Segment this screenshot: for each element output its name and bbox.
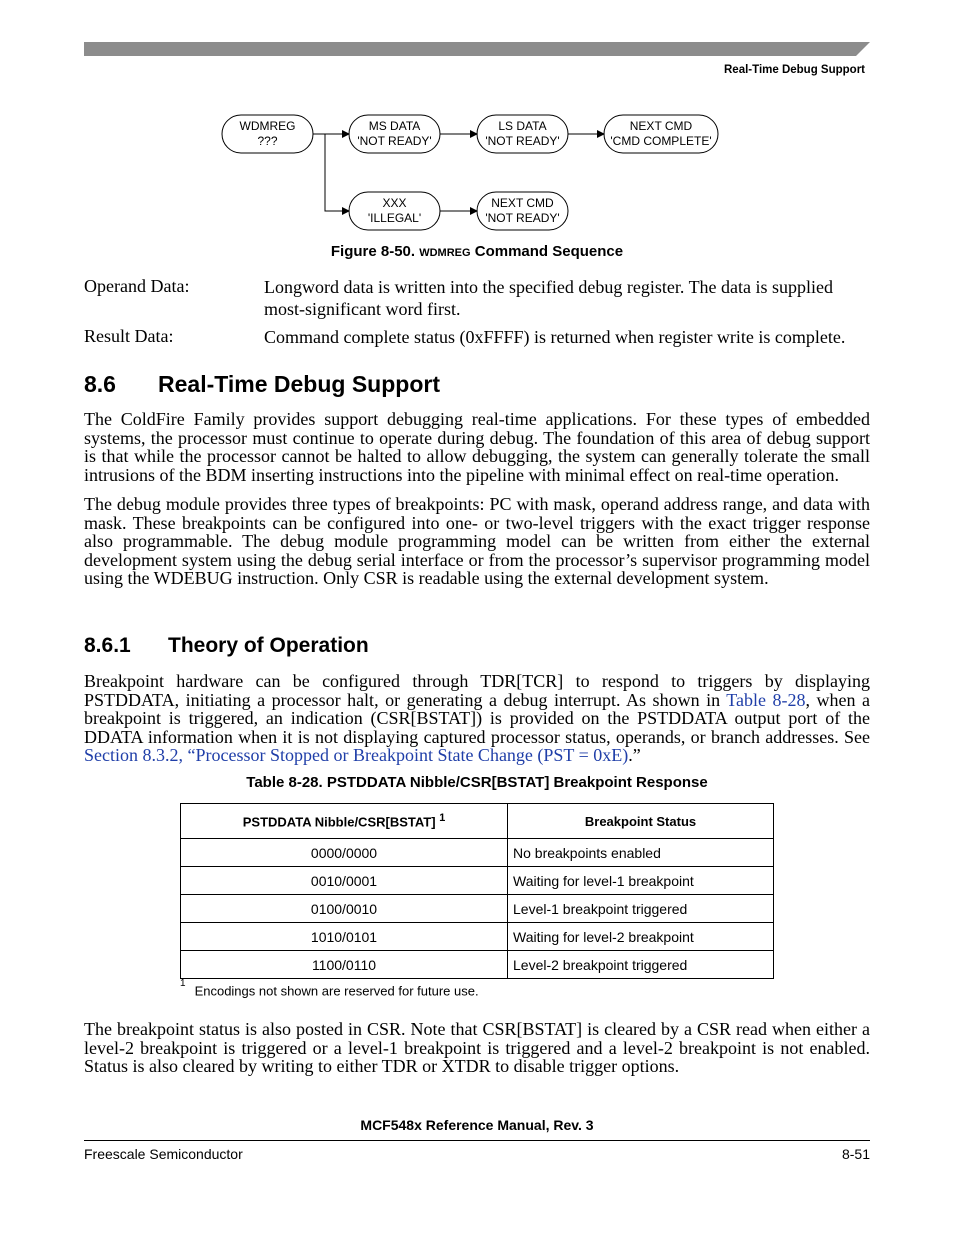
- node-ls-data: [477, 115, 568, 153]
- table-footnote: [180, 978, 479, 999]
- operand-data-label: Operand Data:: [84, 276, 190, 296]
- table-cell-nibble: 0000/0000: [181, 839, 508, 867]
- header-footnote-mark: 1: [439, 812, 446, 825]
- table-cell-status: Waiting for level-1 breakpoint: [508, 867, 774, 895]
- subsection-number: 8.6.1: [84, 634, 131, 657]
- table-8-28-link[interactable]: Table 8-28: [726, 689, 806, 710]
- footer-page-number: 8-51: [841, 1146, 870, 1162]
- wdmreg-command-sequence-diagram: [210, 105, 740, 240]
- result-data-text: Command complete status (0xFFFF) is returned when register write is complete.: [264, 327, 846, 347]
- table-row: [181, 839, 774, 867]
- section-8-3-2-link[interactable]: Section 8.3.2, “Processor Stopped or Breakpoint State Change (PST = 0xE): [84, 745, 629, 766]
- header-bar: [84, 42, 870, 56]
- node-next-cmd-not-ready-line2: 'NOT READY': [485, 211, 560, 225]
- table-cell-nibble: 1010/0101: [181, 923, 508, 951]
- footer-company: Freescale Semiconductor: [84, 1146, 243, 1162]
- node-wdmreg: [222, 115, 313, 153]
- table-cell-nibble: 0100/0010: [181, 895, 508, 923]
- subsection-text-3: .”: [628, 745, 641, 766]
- node-xxx-line1: XXX: [382, 196, 407, 210]
- table-header-nibble: PSTDDATA Nibble/CSR[BSTAT] $^1$: [181, 804, 508, 839]
- breakpoint-response-table: [180, 803, 774, 979]
- section-title: Real-Time Debug Support: [158, 371, 440, 397]
- figure-caption: [0, 243, 954, 260]
- table-header-status: Breakpoint Status: [508, 804, 774, 839]
- footnote-text: Encodings not shown are reserved for future use.: [194, 983, 479, 999]
- node-wdmreg-line2: ???: [257, 134, 278, 148]
- table-header-row: [181, 804, 774, 839]
- node-next-cmd-complete: [604, 115, 718, 153]
- subsection-title: Theory of Operation: [168, 634, 369, 657]
- node-next-cmd-not-ready-line1: NEXT CMD: [491, 196, 554, 210]
- table-row: [181, 951, 774, 979]
- table-row: [181, 867, 774, 895]
- node-ms-data: [349, 115, 440, 153]
- subsection-text-1: Breakpoint hardware can be configured through TDR[TCR] to respond to triggers by displaying PSTDDATA, initiating a processor halt, or generating a debug interrupt. As shown in: [84, 671, 870, 710]
- arrow-wdmreg-to-xxx: [325, 134, 349, 211]
- node-next-cmd-complete-line1: NEXT CMD: [629, 119, 693, 133]
- table-cell-nibble: 0010/0001: [181, 867, 508, 895]
- node-xxx: [349, 192, 440, 230]
- footnote-mark: 1: [180, 978, 186, 989]
- section-paragraph-1: The ColdFire Family provides support debugging real-time applications. For these types of embedded systems, the processor must continue to operate during debug. The foundation of this area of debug support is that while the processor cannot be halted to allow debugging, the system can generally tolerate the small intrusions of the BDM inserting instructions into the pipeline with minimal effect on real-time operation.: [84, 409, 870, 485]
- figure-caption-prefix: Figure 8-50.: [330, 243, 420, 260]
- table-caption: Table 8-28. PSTDDATA Nibble/CSR[BSTAT] Breakpoint Response: [246, 774, 708, 791]
- closing-paragraph: The breakpoint status is also posted in CSR. Note that CSR[BSTAT] is cleared by a CSR read when either a level-2 breakpoint is triggered or a level-1 breakpoint is triggered and a level-2 breakpoint is not enabled. Status is also cleared by writing to either TDR or XTDR to disable trigger options.: [84, 1019, 870, 1077]
- subsection-text-2: , when a breakpoint is triggered, an indication (CSR[BSTAT]) is provided on the PSTDDATA output port of the DDATA information when it is not displaying captured processor status, operands, or branch addresses. See: [84, 689, 870, 747]
- section-number: 8.6: [84, 371, 116, 397]
- subsection-heading: [84, 634, 369, 658]
- table-row: [181, 923, 774, 951]
- result-data-label: Result Data:: [84, 326, 174, 346]
- table-row: [181, 895, 774, 923]
- table-cell-status: Level-2 breakpoint triggered: [508, 951, 774, 979]
- node-ms-data-line1: MS DATA: [368, 119, 421, 133]
- footer-manual-title: MCF548x Reference Manual, Rev. 3: [360, 1117, 594, 1133]
- figure-caption-suffix: Command Sequence: [470, 243, 624, 260]
- table-cell-nibble: 1100/0110: [181, 951, 508, 979]
- node-ls-data-line1: LS DATA: [498, 119, 547, 133]
- section-heading: [84, 371, 440, 398]
- node-xxx-line2: 'ILLEGAL': [367, 211, 422, 225]
- table-cell-status: Level-1 breakpoint triggered: [508, 895, 774, 923]
- section-paragraph-2: The debug module provides three types of breakpoints: PC with mask, operand address range, and data with mask. These breakpoints can be configured into one- or two-level triggers with the exact trigger response also programmable. The debug module programming model can be written from either the external development system using the debug serial interface or from the processor’s supervisor programming model using the WDEBUG instruction. Only CSR is readable using the external development system.: [84, 494, 870, 589]
- table-cell-status: Waiting for level-2 breakpoint: [508, 923, 774, 951]
- node-ms-data-line2: 'NOT READY': [357, 134, 432, 148]
- node-next-cmd-complete-line2: 'CMD COMPLETE': [610, 134, 712, 148]
- figure-caption-code: WDMREG: [419, 247, 471, 259]
- node-wdmreg-line1: WDMREG: [239, 119, 296, 133]
- operand-data-text: Longword data is written into the specified debug register. The data is supplied most-significant word first.: [264, 277, 834, 319]
- footer-divider: [84, 1140, 870, 1141]
- subsection-paragraph: [84, 672, 870, 765]
- node-ls-data-line2: 'NOT READY': [485, 134, 560, 148]
- table-cell-status: No breakpoints enabled: [508, 839, 774, 867]
- running-header: Real-Time Debug Support: [724, 64, 865, 76]
- node-next-cmd-not-ready: [477, 192, 568, 230]
